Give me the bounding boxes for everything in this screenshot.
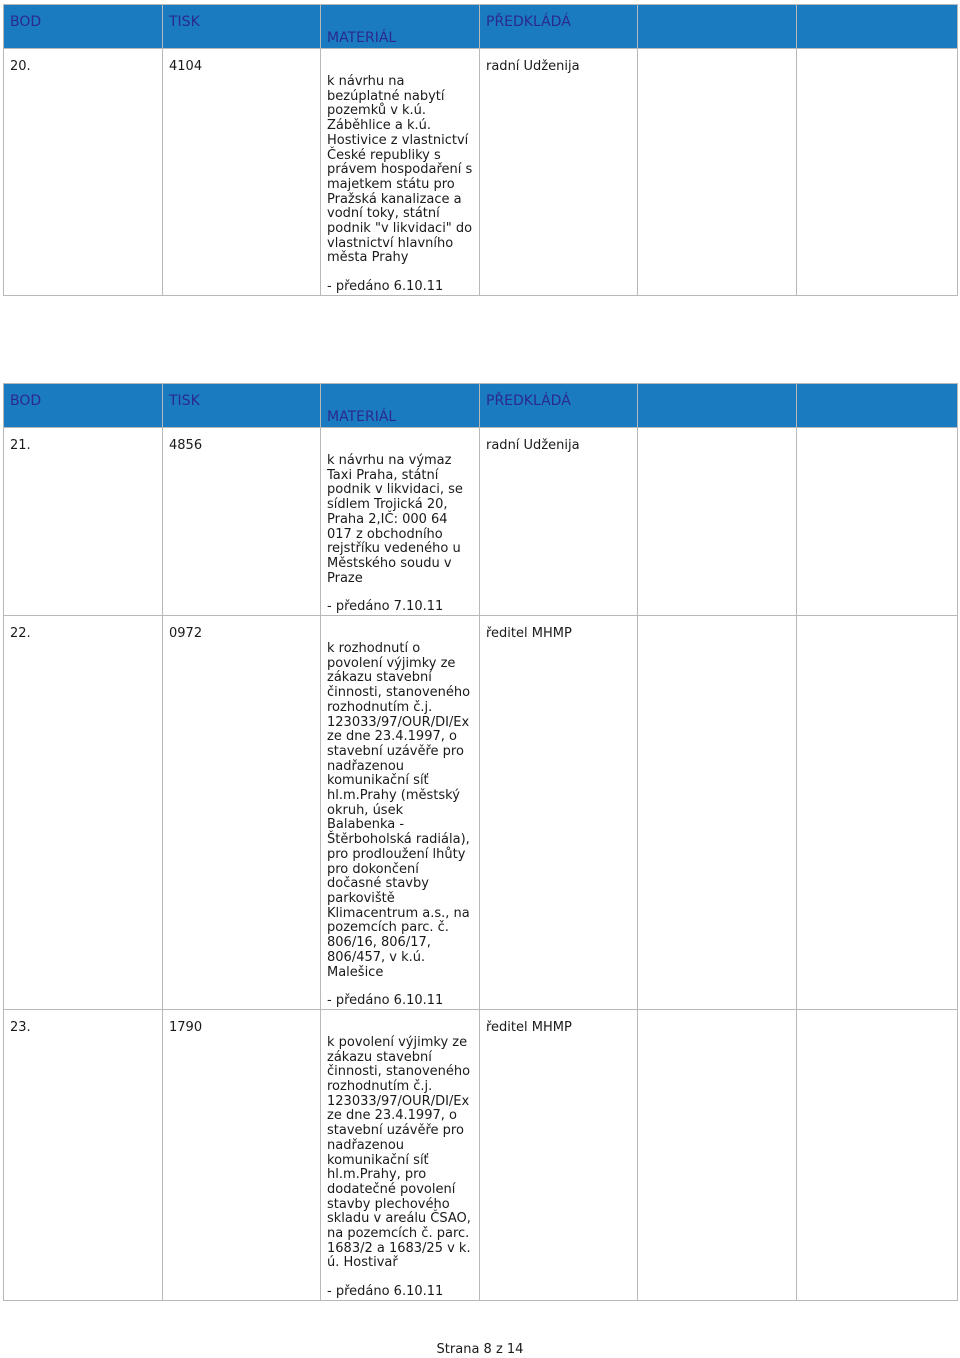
empty-cell xyxy=(797,428,958,616)
header-predklada: PŘEDKLÁDÁ xyxy=(480,5,638,49)
material-description: k rozhodnutí o povolení výjimky ze zákazu stavební činnosti, stanoveného rozhodnutím č.j. 123033/97/OUR/DI/Ex ze dne 23.4.1997, o stavební uzávěře pro nadřazenou komunikační síť hl.m.Prahy (městský okruh, úsek Balabenka - Štěrboholská radiála), pro prodloužení lhůty pro dokončení dočasné stavby parkoviště Klimacentrum a.s., na pozemcích parc. č. 806/16, 806/17, 806/457, v k.ú. Malešice xyxy=(327,641,471,980)
header-bod: BOD xyxy=(4,5,163,49)
empty-cell xyxy=(638,616,797,1010)
header-bod: BOD xyxy=(4,384,163,428)
empty-cell xyxy=(797,616,958,1010)
empty-cell xyxy=(638,428,797,616)
empty-cell xyxy=(638,49,797,296)
table-header-row xyxy=(4,5,958,49)
header-empty-cell xyxy=(797,384,958,428)
header-tisk: TISK xyxy=(163,384,321,428)
passed-date: - předáno 7.10.11 xyxy=(327,599,444,615)
material-cell xyxy=(321,49,480,296)
header-tisk: TISK xyxy=(163,5,321,49)
empty-cell xyxy=(638,1009,797,1300)
header-predklada: PŘEDKLÁDÁ xyxy=(480,384,638,428)
empty-cell xyxy=(797,1009,958,1300)
table-row xyxy=(4,616,958,1010)
bod-cell: 20. xyxy=(4,49,163,296)
material-cell xyxy=(321,616,480,1010)
predklada-cell: radní Udženija xyxy=(480,49,638,296)
material-description: k povolení výjimky ze zákazu stavební činnosti, stanoveného rozhodnutím č.j. 123033/97/OUR/DI/Ex ze dne 23.4.1997, o stavební uzávěře pro nadřazenou komunikační síť hl.m.Prahy, pro dodatečné povolení stavby plechového skladu v areálu ČSAO, na pozemcích č. parc. 1683/2 a 1683/25 v k. ú. Hostivař xyxy=(327,1034,471,1271)
tisk-cell: 0972 xyxy=(163,616,321,1010)
page-number: Strana 8 z 14 xyxy=(436,1342,524,1357)
material-cell xyxy=(321,1009,480,1300)
bod-cell: 23. xyxy=(4,1009,163,1300)
table-header-row xyxy=(4,384,958,428)
material-cell xyxy=(321,428,480,616)
bod-cell: 22. xyxy=(4,616,163,1010)
table-row xyxy=(4,1009,958,1300)
agenda-table-2 xyxy=(3,383,957,1301)
predklada-cell: ředitel MHMP xyxy=(480,616,638,1010)
header-material: MATERIÁL xyxy=(321,5,480,49)
header-empty-cell xyxy=(638,384,797,428)
material-description: k návrhu na bezúplatné nabytí pozemků v k.ú. Záběhlice a k.ú. Hostivice z vlastnictví České republiky s právem hospodaření s majetkem státu pro Pražská kanalizace a vodní toky, státní podnik "v likvidaci" do vlastnictví hlavního města Prahy xyxy=(327,74,473,266)
header-empty-cell xyxy=(638,5,797,49)
agenda-table-1 xyxy=(3,4,957,296)
table-row xyxy=(4,49,958,296)
bod-cell: 21. xyxy=(4,428,163,616)
tisk-cell: 4856 xyxy=(163,428,321,616)
empty-cell xyxy=(797,49,958,296)
passed-date: - předáno 6.10.11 xyxy=(327,279,444,295)
tisk-cell: 1790 xyxy=(163,1009,321,1300)
passed-date: - předáno 6.10.11 xyxy=(327,1284,444,1300)
header-material: MATERIÁL xyxy=(321,384,480,428)
material-description: k návrhu na výmaz Taxi Praha, státní podnik v likvidaci, se sídlem Trojická 20, Praha 2,IČ: 000 64 017 z obchodního rejstříku vedeného u Městského soudu v Praze xyxy=(327,453,463,586)
predklada-cell: ředitel MHMP xyxy=(480,1009,638,1300)
header-empty-cell xyxy=(797,5,958,49)
tisk-cell: 4104 xyxy=(163,49,321,296)
predklada-cell: radní Udženija xyxy=(480,428,638,616)
passed-date: - předáno 6.10.11 xyxy=(327,993,444,1009)
table-row xyxy=(4,428,958,616)
